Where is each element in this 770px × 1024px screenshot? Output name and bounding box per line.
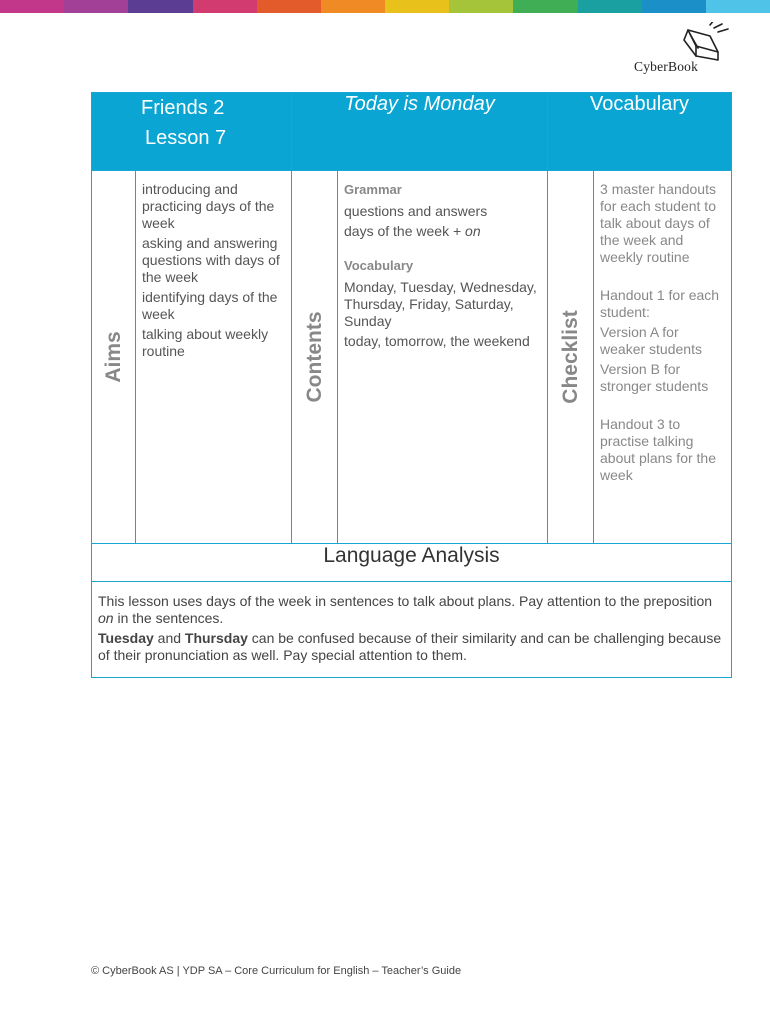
stripe-segment [128,0,192,13]
stripe-segment [193,0,257,13]
language-analysis-body-row [92,582,732,678]
grammar-line-2-text: days of the week + [344,223,466,239]
aims-item: identifying days of the week [142,289,278,322]
lesson-table [91,92,732,678]
stripe-segment [257,0,321,13]
grammar-line-2-italic: on [465,223,481,239]
aims-label-cell [92,171,136,544]
checklist-label: Checklist [558,310,582,404]
vocabulary-heading: Vocabulary [548,93,732,171]
stripe-segment [0,0,64,13]
aims-item: asking and answering questions with days of the week [142,235,280,285]
contents-label: Contents [302,311,326,403]
grammar-line-1: questions and answers [344,203,488,219]
contents-vocab-heading: Vocabulary [344,258,414,273]
checklist-label-cell [548,171,594,544]
aims-label: Aims [101,331,125,383]
checklist-item: Handout 3 to practise talking about plans for the week [600,416,716,483]
aims-item: introducing and practicing days of the week [142,181,275,231]
language-analysis-body [92,582,732,678]
grammar-heading: Grammar [344,182,402,197]
stripe-segment [449,0,513,13]
aims-list [136,171,292,544]
page-footer: © CyberBook AS | YDP SA – Core Curriculum for English – Teacher’s Guide [91,965,462,977]
lesson-subtitle: Today is Monday [292,93,548,171]
stripe-segment [385,0,449,13]
contents-label-cell [292,171,338,544]
lesson-title [92,93,292,171]
contents-list [338,171,548,544]
p2-text-after: can be confused because of their similarity and can be challenging because of their pronunciation as well. Pay special attention to them. [98,630,722,663]
p1-text-before: This lesson uses days of the week in sentences to talk about plans. Pay attention to the preposition [98,593,713,609]
grammar-line-2 [344,223,541,240]
language-analysis-paragraph-2 [98,630,725,664]
stripe-segment [578,0,642,13]
aims-item: talking about weekly routine [142,326,269,359]
checklist-item: 3 master handouts for each student to talk about days of the week and weekly routine [600,181,716,265]
p2-bold-tuesday: Tuesday [98,630,154,646]
logo-text: CyberBook [634,59,699,74]
p1-text-after: in the sentences. [113,610,224,626]
p2-text-mid: and [153,630,185,646]
title-line-1: Friends 2 [141,97,225,119]
title-line-2: Lesson 7 [145,127,227,149]
language-analysis-paragraph-1 [98,593,725,627]
stripe-segment [513,0,577,13]
checklist-item: Handout 1 for each student: [600,287,720,320]
logo [630,22,745,76]
checklist-item: Version B for stronger students [600,361,709,394]
checklist-item: Version A for weaker students [600,324,702,357]
language-analysis-title: Language Analysis [92,544,732,582]
language-analysis-title-row [92,544,732,582]
vocab-line-2: today, tomorrow, the weekend [344,333,530,349]
stripe-segment [706,0,770,13]
p2-bold-thursday: Thursday [184,630,248,646]
vocab-line-1: Monday, Tuesday, Wednesday, Thursday, Friday, Saturday, Sunday [344,279,537,329]
book-icon [630,22,745,62]
p1-italic: on [98,610,114,626]
stripe-segment [642,0,706,13]
lesson-body-row [92,171,732,544]
stripe-segment [321,0,385,13]
color-stripe [0,0,770,13]
lesson-header-row [92,93,732,171]
stripe-segment [64,0,128,13]
checklist-list [594,171,732,544]
